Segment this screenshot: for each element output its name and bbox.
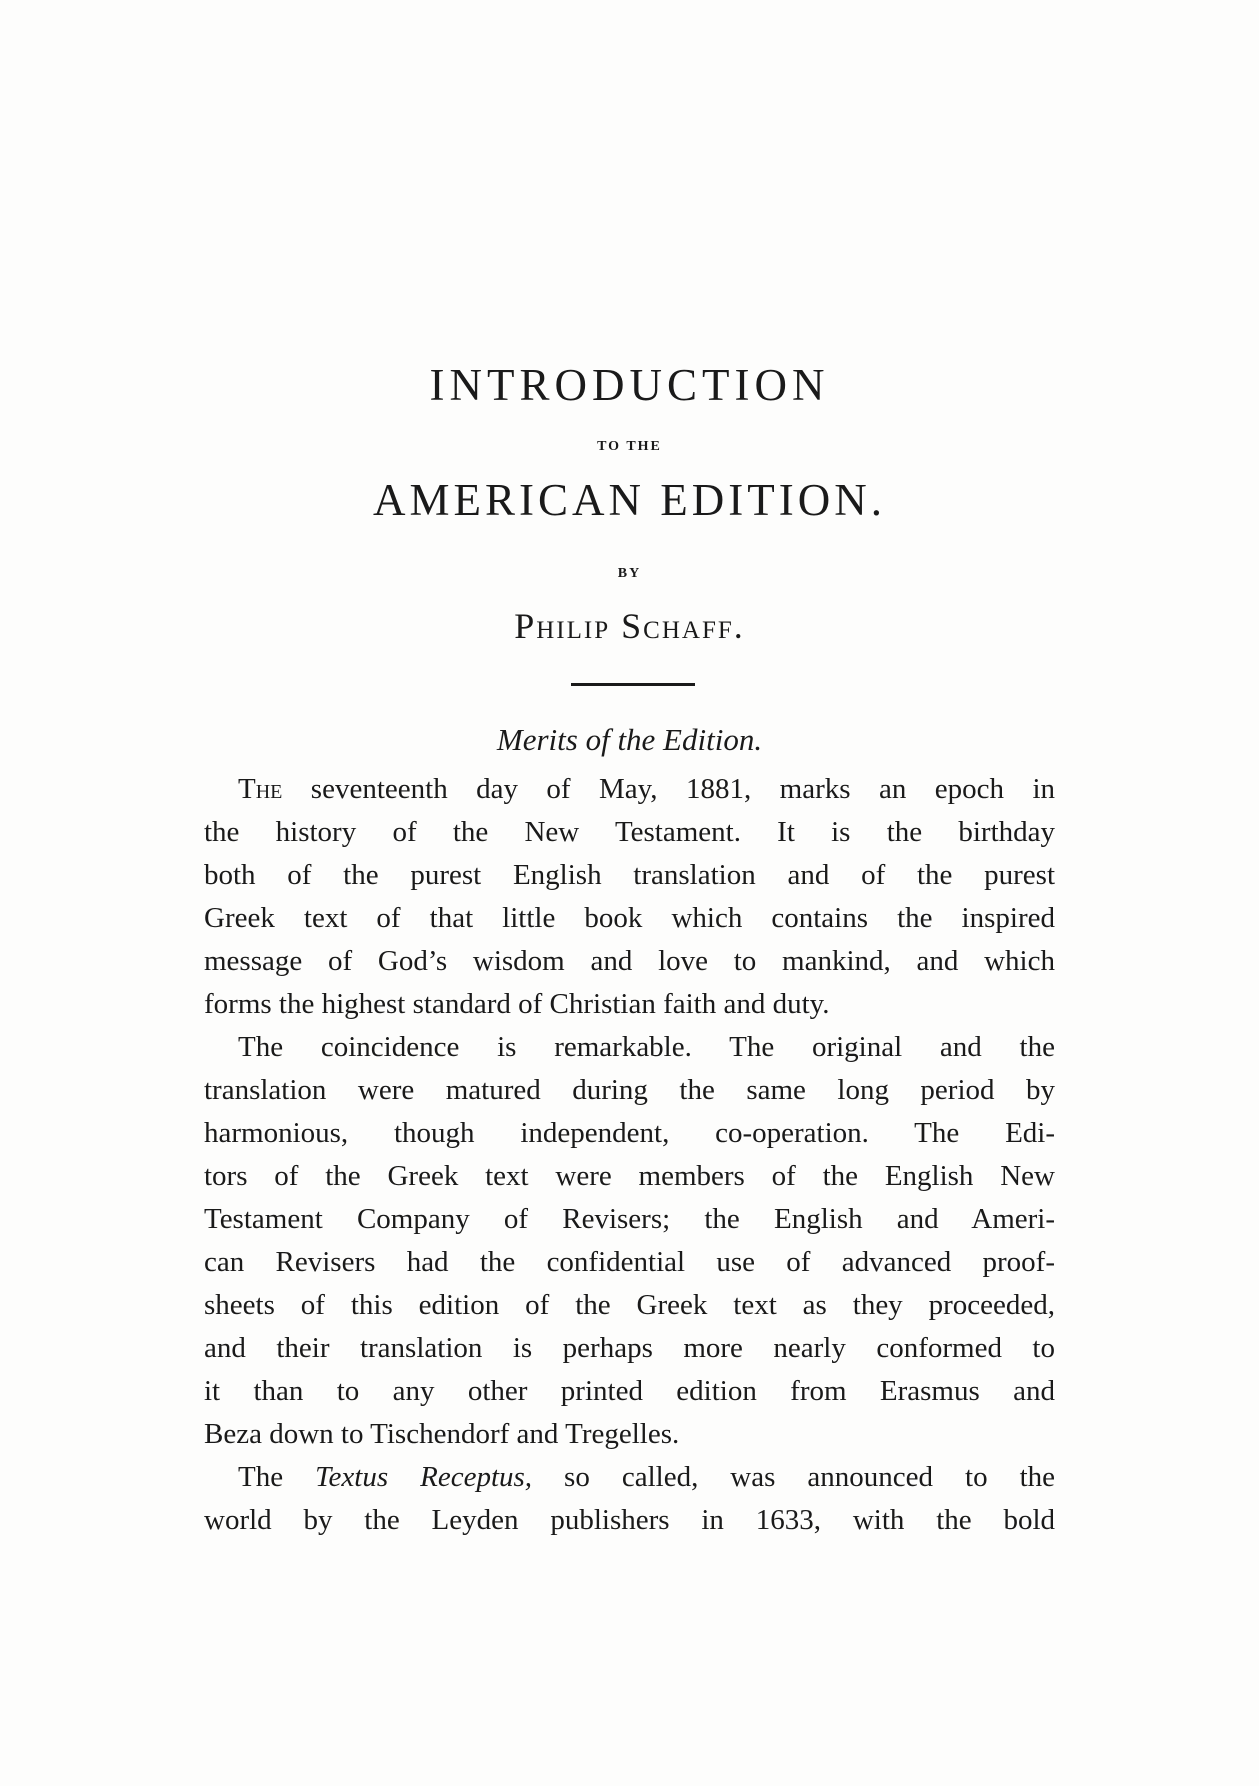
text-line: tors of the Greek text were members of the English New [204, 1160, 1055, 1192]
paragraph-lead-word: The [238, 773, 283, 805]
text-line: Testament Company of Revisers; the English and Ameri- [204, 1203, 1055, 1235]
paragraph-3 [204, 1456, 1055, 1542]
text-line: forms the highest standard of Christian faith and duty. [204, 988, 830, 1020]
text-line-pre: The [238, 1461, 316, 1493]
text-line: both of the purest English translation and of the purest [204, 859, 1055, 891]
text-line: harmonious, though independent, co-operation. The Edi- [204, 1117, 1055, 1149]
text-line: Greek text of that little book which contains the inspired [204, 902, 1055, 934]
text-line-rest: seventeenth day of May, 1881, marks an epoch in [282, 773, 1055, 805]
text-line: The coincidence is remarkable. The original and the [238, 1031, 1055, 1063]
text-line: it than to any other printed edition from Erasmus and [204, 1375, 1055, 1407]
by-label: BY [617, 566, 642, 581]
text-line: Beza down to Tischendorf and Tregelles. [204, 1418, 680, 1450]
text-line: world by the Leyden publishers in 1633, with the bold [204, 1504, 1055, 1536]
text-line: the history of the New Testament. It is the birthday [204, 816, 1055, 848]
text-line: sheets of this edition of the Greek text as they proceeded, [204, 1289, 1055, 1321]
text-line-post: so called, was announced to the [532, 1461, 1055, 1493]
text-line: message of God’s wisdom and love to mankind, and which [204, 945, 1055, 977]
divider-rule [571, 683, 695, 686]
text-line: and their translation is perhaps more nearly conformed to [204, 1332, 1055, 1364]
paragraph-2 [204, 1026, 1055, 1456]
title-line-introduction: INTRODUCTION [429, 360, 830, 410]
text-line [204, 1456, 1055, 1499]
italic-term: Textus Receptus, [315, 1461, 533, 1493]
author-name: Philip Schaff. [514, 606, 745, 646]
text-line [204, 768, 1055, 811]
title-connector: TO THE [597, 439, 662, 454]
text-line: can Revisers had the confidential use of advanced proof- [204, 1246, 1055, 1278]
section-heading: Merits of the Edition. [496, 722, 763, 757]
paragraph-1 [204, 768, 1055, 1026]
text-line: translation were matured during the same long period by [204, 1074, 1055, 1106]
title-line-american-edition: AMERICAN EDITION. [373, 475, 886, 525]
